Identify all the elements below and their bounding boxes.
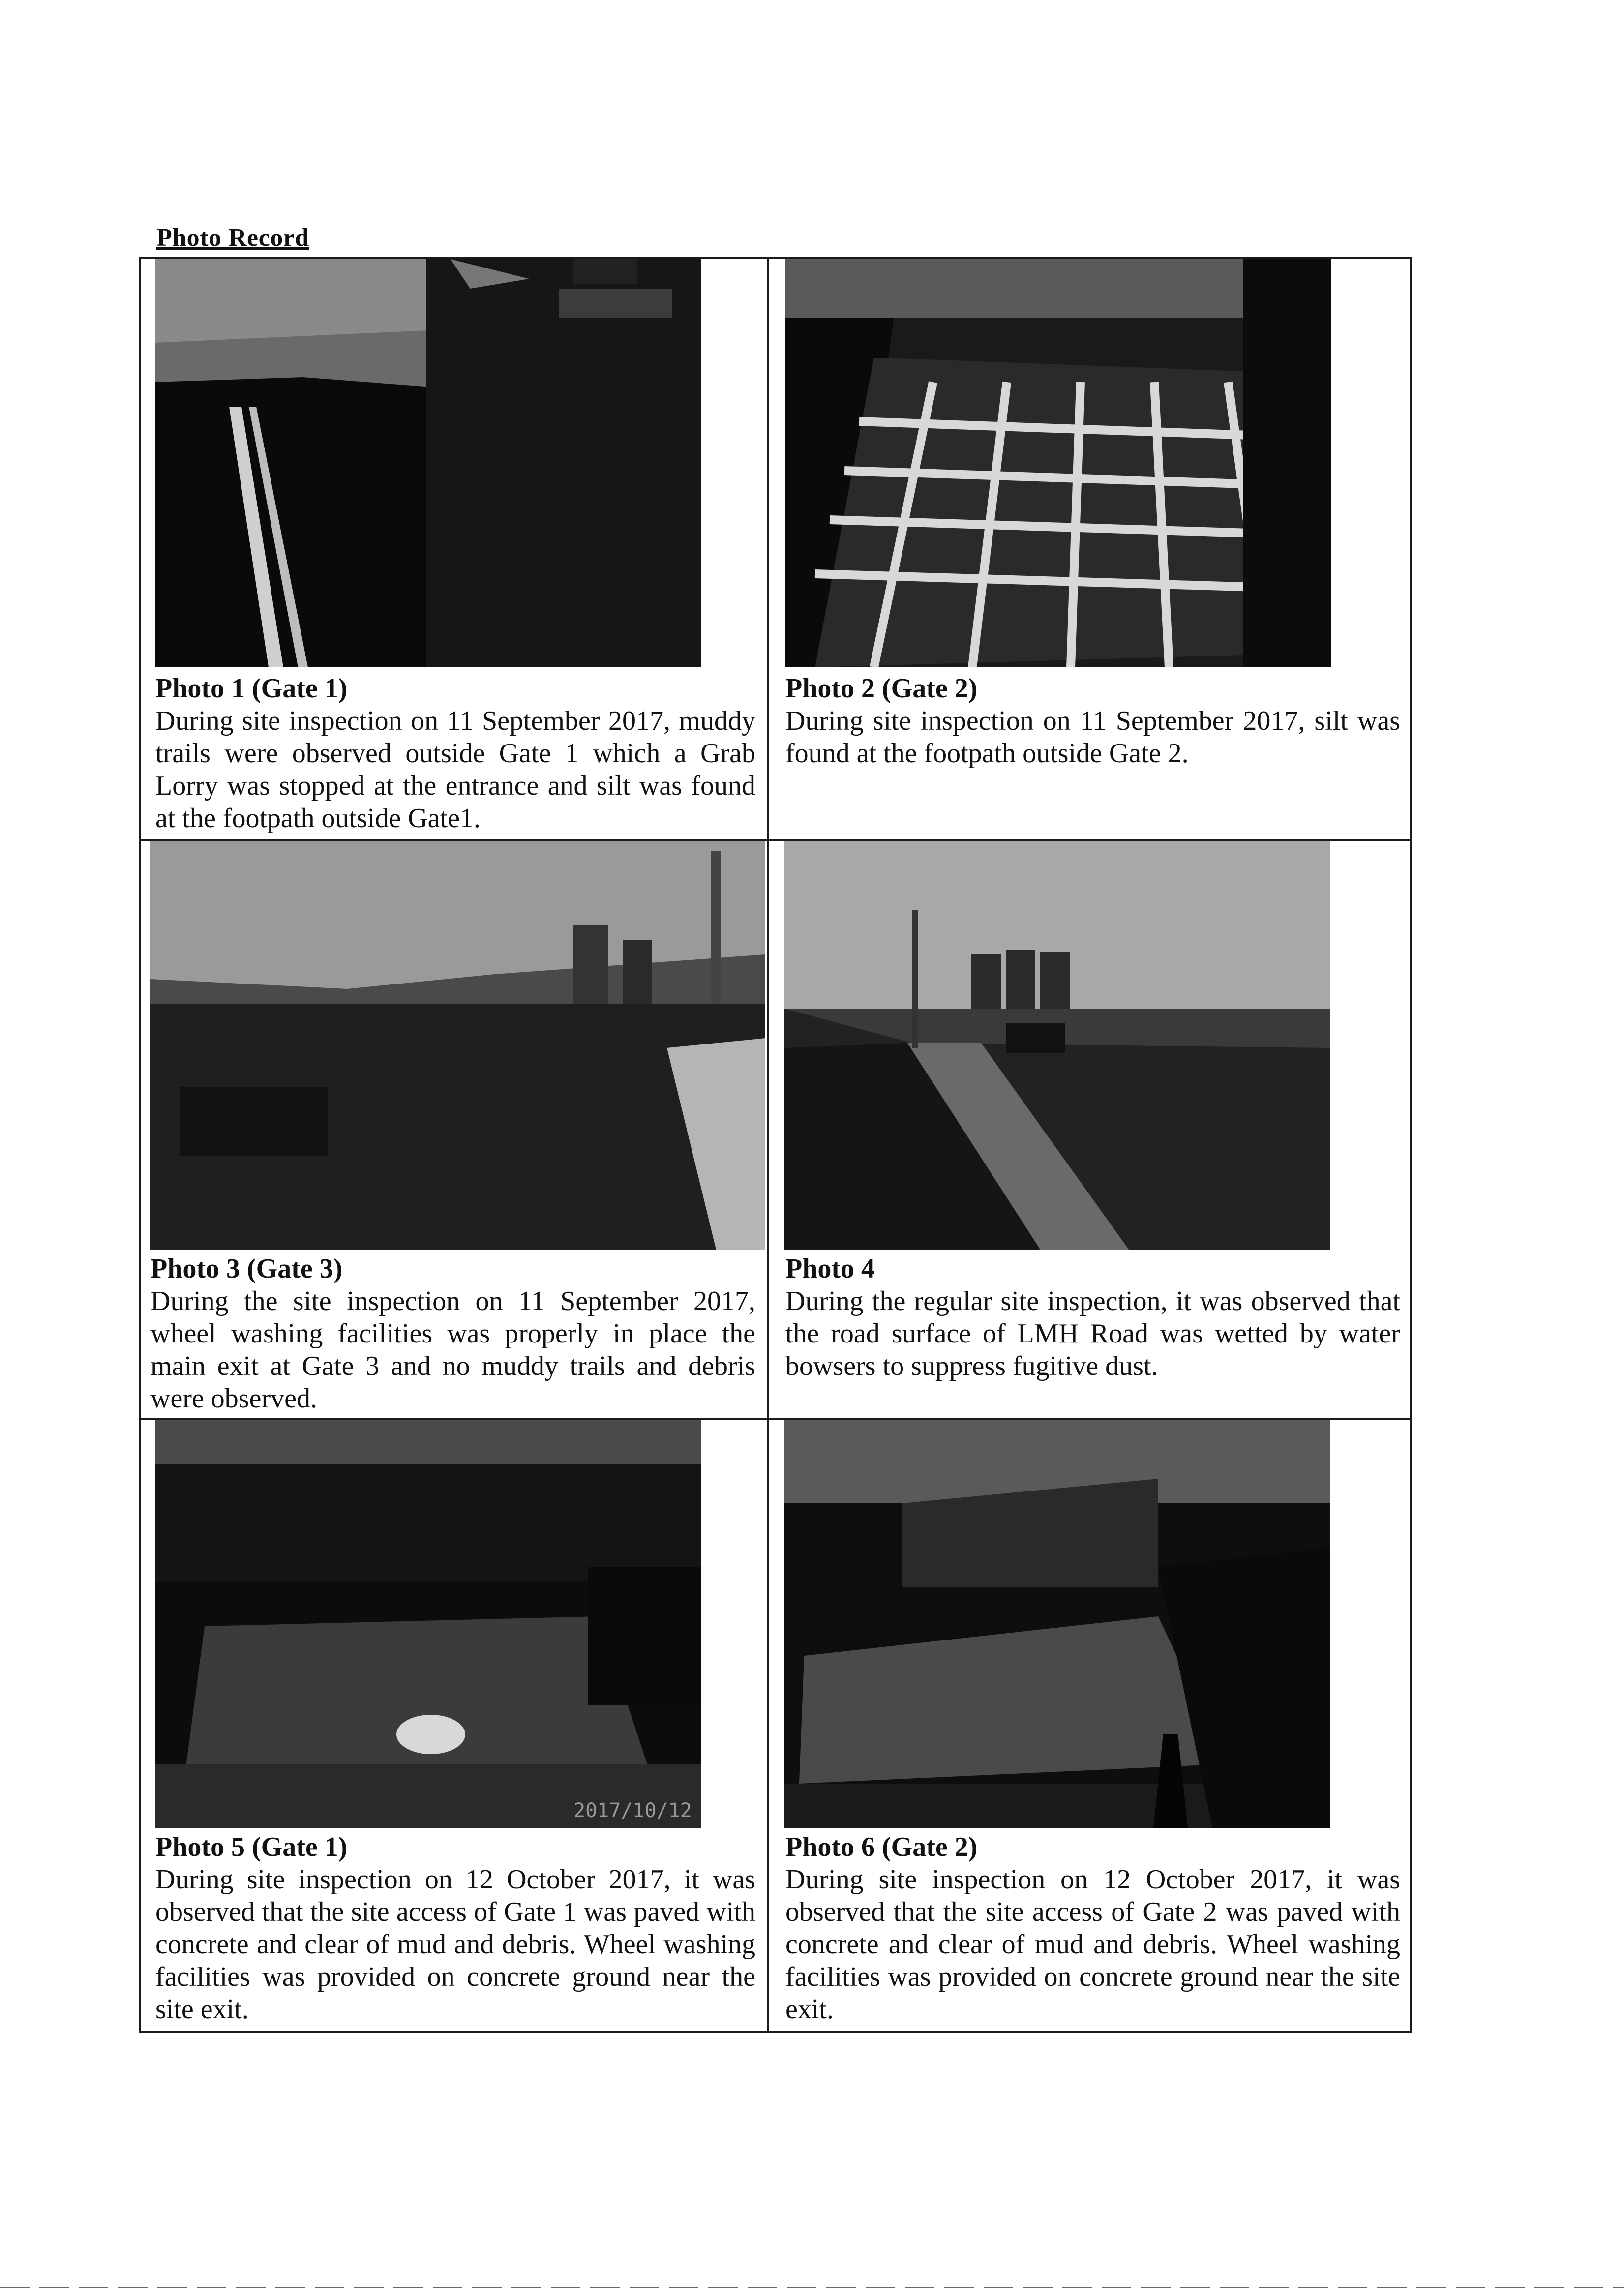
photo-cell-2 xyxy=(769,259,1412,839)
photo-5-description: During site inspection on 12 October 2017, it was observed that the site access of Gate 1 was paved with concrete and clear of mud and debris. Wheel washing facilities was provided on concrete ground near the site exit. xyxy=(155,1864,755,2025)
photo-cell-5 xyxy=(141,1420,767,2033)
photo-2-description: During site inspection on 11 September 2017, silt was found at the footpath outside Gate 2. xyxy=(785,706,1400,769)
photo-cell-6 xyxy=(769,1420,1412,2033)
photo-2-image xyxy=(785,259,1331,667)
photo-1-image xyxy=(155,259,701,667)
photo-4-image xyxy=(784,841,1330,1250)
photo-1-description: During site inspection on 11 September 2017, muddy trails were observed outside Gate 1 which a Grab Lorry was stopped at the entrance and silt was found at the footpath outside Gate1. xyxy=(155,706,755,834)
photo-2-title: Photo 2 (Gate 2) xyxy=(785,673,978,704)
photo-4-title: Photo 4 xyxy=(785,1253,875,1284)
photo-5-title: Photo 5 (Gate 1) xyxy=(155,1832,348,1862)
scan-bottom-edge xyxy=(0,2287,1624,2288)
photo-6-image xyxy=(784,1420,1330,1828)
photo-cell-4 xyxy=(769,841,1412,1418)
photo-5-date-stamp: 2017/10/12 xyxy=(573,1799,692,1822)
photo-5-image xyxy=(155,1420,701,1828)
photo-3-title: Photo 3 (Gate 3) xyxy=(150,1253,343,1284)
photo-4-description: During the regular site inspection, it was observed that the road surface of LMH Road was wetted by water bowsers to suppress fugitive dust. xyxy=(785,1286,1400,1381)
photo-6-title: Photo 6 (Gate 2) xyxy=(785,1832,978,1862)
photo-1-title: Photo 1 (Gate 1) xyxy=(155,673,348,704)
photo-cell-1 xyxy=(141,259,767,839)
photo-record-table xyxy=(139,257,1412,2033)
photo-3-image xyxy=(150,841,765,1250)
page-title: Photo Record xyxy=(156,224,309,252)
photo-6-description: During site inspection on 12 October 2017, it was observed that the site access of Gate 2 was paved with concrete and clear of mud and debris. Wheel washing facilities was provided on concrete ground near the site exit. xyxy=(785,1864,1400,2025)
photo-3-description: During the site inspection on 11 September 2017, wheel washing facilities was properly in place the main exit at Gate 3 and no muddy trails and debris were observed. xyxy=(150,1286,755,1414)
photo-cell-3 xyxy=(141,841,767,1418)
